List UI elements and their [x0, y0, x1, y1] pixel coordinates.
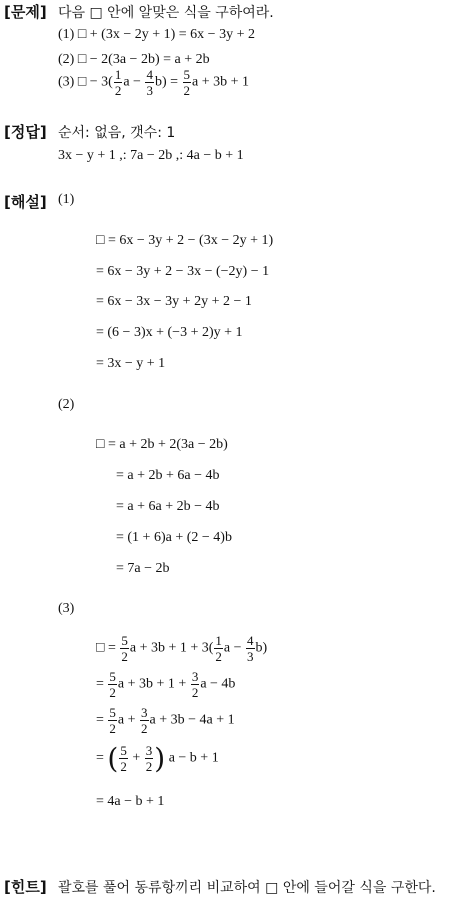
part-3-label: (3) [58, 601, 75, 616]
problem-instruction: 다음 □ 안에 알맞은 식을 구하여라. [58, 5, 274, 21]
hint-text: 괄호를 풀어 동류항끼리 비교하여 □ 안에 들어갈 식을 구한다. [58, 880, 436, 896]
problem-label: [문제] [4, 3, 47, 21]
problem-item-2: (2) □ − 2(3a − 2b) = a + 2b [58, 52, 210, 67]
answer-value: 3x − y + 1 ,: 7a − 2b ,: 4a − b + 1 [58, 148, 244, 163]
part-3-line-3: = $\frac{5}{2}$ a + $\frac{3}{2}$ a + 3b − 4a + 1 [96, 705, 235, 736]
part-2-line-5: = 7a − 2b [116, 561, 170, 576]
hint-label: [힌트] [4, 878, 47, 896]
answer-meta: 순서: 없음, 갯수: 1 [58, 125, 176, 141]
part-1-line-4: = (6 − 3)x + (−3 + 2)y + 1 [96, 325, 243, 340]
part-3-line-5: = 4a − b + 1 [96, 794, 165, 809]
part-2-line-3: = a + 6a + 2b − 4b [116, 499, 220, 514]
part-3-line-2: = $\frac{5}{2}$ a + 3b + 1 + $\frac{3}{2}$ a − 4b [96, 669, 236, 700]
part-1-label: (1) [58, 192, 75, 207]
part-1-line-2: = 6x − 3y + 2 − 3x − (−2y) − 1 [96, 264, 270, 279]
part-3-line-4: = ( $\frac{5}{2}$ + $\frac{3}{2}$ ) a − b + 1 [96, 742, 219, 775]
answer-label: [정답] [4, 123, 47, 141]
part-2-label: (2) [58, 397, 75, 412]
problem-item-3: (3) □ − 3( $\frac{1}{2}$ a − $\frac{4}{3}$ b) = $\frac{5}{2}$ a + 3b + 1 [58, 67, 250, 98]
explanation-label: [해설] [4, 193, 47, 211]
part-2-line-4: = (1 + 6)a + (2 − 4)b [116, 530, 232, 545]
part-1-line-1: □ = 6x − 3y + 2 − (3x − 2y + 1) [96, 233, 274, 248]
part-2-line-2: = a + 2b + 6a − 4b [116, 468, 220, 483]
part-3-line-1: □ = $\frac{5}{2}$ a + 3b + 1 + 3( $\frac{1}{2}$ a − $\frac{4}{3}$ b) [96, 633, 268, 664]
part-2-line-1: □ = a + 2b + 2(3a − 2b) [96, 437, 228, 452]
part-1-line-3: = 6x − 3x − 3y + 2y + 2 − 1 [96, 294, 252, 309]
problem-item-1: (1) □ + (3x − 2y + 1) = 6x − 3y + 2 [58, 27, 255, 42]
part-1-line-5: = 3x − y + 1 [96, 356, 166, 371]
